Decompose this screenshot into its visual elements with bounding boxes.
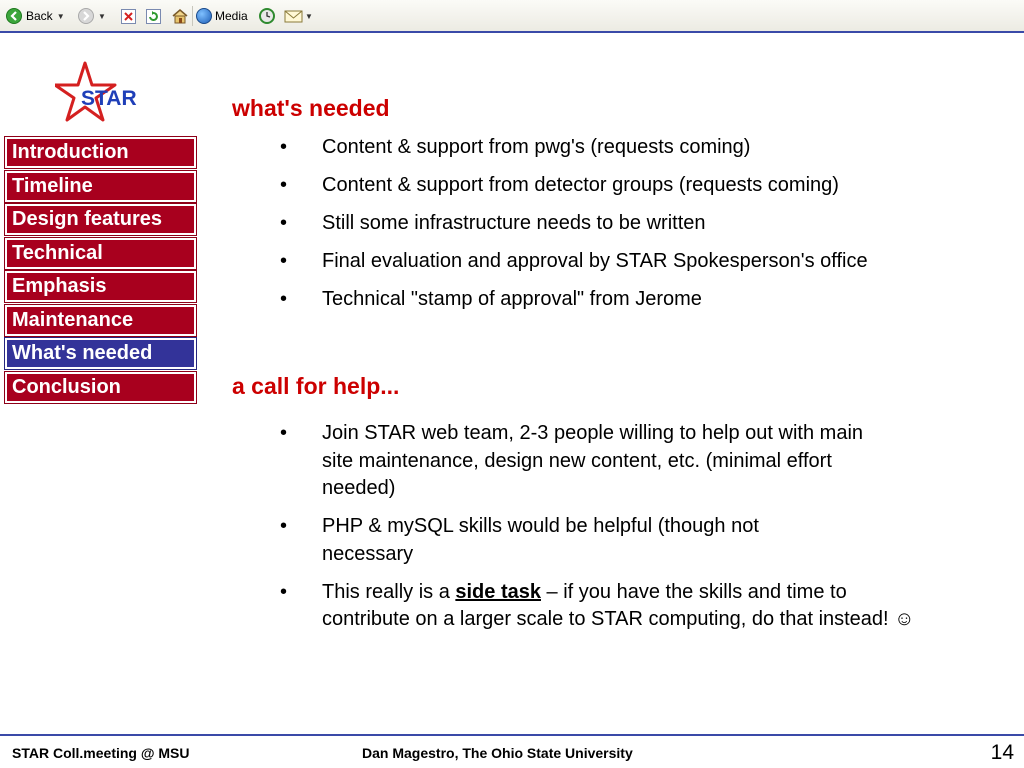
home-icon (171, 8, 189, 24)
list-item (280, 172, 930, 200)
list-item-text: Join STAR web team, 2-3 people willing to help out with main site maintenance, design new content, etc. (minimal effort needed) (322, 422, 864, 499)
slide-nav (5, 137, 196, 405)
forward-arrow-icon (78, 8, 94, 24)
browser-toolbar (0, 0, 1024, 33)
list-item (280, 513, 822, 568)
list-item (280, 248, 882, 276)
footer-center: Dan Magestro, The Ohio State University (362, 745, 633, 761)
call-for-help-list (280, 420, 930, 644)
nav-item-whats-needed[interactable]: What's needed (5, 338, 196, 369)
stop-icon (121, 9, 136, 24)
nav-item-timeline[interactable]: Timeline (5, 171, 196, 202)
nav-item-introduction[interactable]: Introduction (5, 137, 196, 168)
list-item-text (322, 581, 915, 631)
bullet: • (280, 174, 288, 196)
nav-item-technical[interactable]: Technical (5, 238, 196, 269)
globe-icon (196, 8, 212, 24)
bullet: • (280, 288, 288, 310)
media-label: Media (215, 9, 248, 23)
nav-item-design-features[interactable]: Design features (5, 204, 196, 235)
list-item (280, 210, 930, 238)
bullet: • (280, 422, 288, 444)
mail-button[interactable] (284, 6, 313, 26)
section-heading-whats-needed: what's needed (232, 95, 390, 121)
nav-item-emphasis[interactable]: Emphasis (5, 271, 196, 302)
list-item (280, 286, 930, 314)
side-task-emphasis: side task (455, 580, 541, 603)
side-task-suffix: – if you have the skills and time to contribute on a larger scale to STAR computing, do that instead! ☺ (322, 580, 915, 630)
forward-dropdown-icon[interactable]: ▼ (98, 11, 106, 21)
list-item (280, 134, 930, 162)
bullet: • (280, 250, 288, 272)
list-item-text: Final evaluation and approval by STAR Spokesperson's office (322, 250, 868, 272)
list-item (280, 579, 932, 634)
footer-left: STAR Coll.meeting @ MSU (12, 745, 190, 761)
back-button[interactable] (6, 6, 65, 26)
nav-item-maintenance[interactable]: Maintenance (5, 305, 196, 336)
logo-text: STAR (81, 87, 137, 110)
stop-button[interactable] (121, 6, 136, 26)
refresh-icon (146, 9, 161, 24)
bullet: • (280, 515, 288, 537)
mail-icon (284, 9, 304, 23)
mail-dropdown-icon[interactable]: ▼ (305, 11, 313, 21)
list-item-text: Content & support from detector groups (requests coming) (322, 174, 839, 196)
section-heading-call-for-help: a call for help... (232, 373, 400, 399)
bullet: • (280, 212, 288, 234)
refresh-button[interactable] (146, 6, 161, 26)
back-label: Back (26, 9, 53, 23)
footer-rule (0, 734, 1024, 736)
history-icon (259, 8, 275, 24)
history-button[interactable] (259, 6, 275, 26)
back-dropdown-icon[interactable]: ▼ (56, 11, 65, 21)
whats-needed-list (280, 134, 930, 324)
bullet: • (280, 580, 288, 603)
list-item (280, 420, 882, 503)
media-button[interactable] (196, 6, 248, 26)
list-item-text: Technical "stamp of approval" from Jerome (322, 288, 702, 310)
toolbar-separator (192, 6, 193, 26)
forward-button[interactable] (78, 6, 106, 26)
page-number: 14 (990, 741, 1014, 764)
list-item-text: Content & support from pwg's (requests coming) (322, 136, 751, 158)
list-item-text: PHP & mySQL skills would be helpful (though not necessary (322, 515, 759, 565)
star-logo (55, 60, 145, 126)
nav-item-conclusion[interactable]: Conclusion (5, 372, 196, 403)
home-button[interactable] (171, 6, 189, 26)
side-task-prefix: This really is a (322, 580, 456, 603)
list-item-text: Still some infrastructure needs to be written (322, 212, 706, 234)
bullet: • (280, 136, 288, 158)
back-arrow-icon (6, 8, 22, 24)
